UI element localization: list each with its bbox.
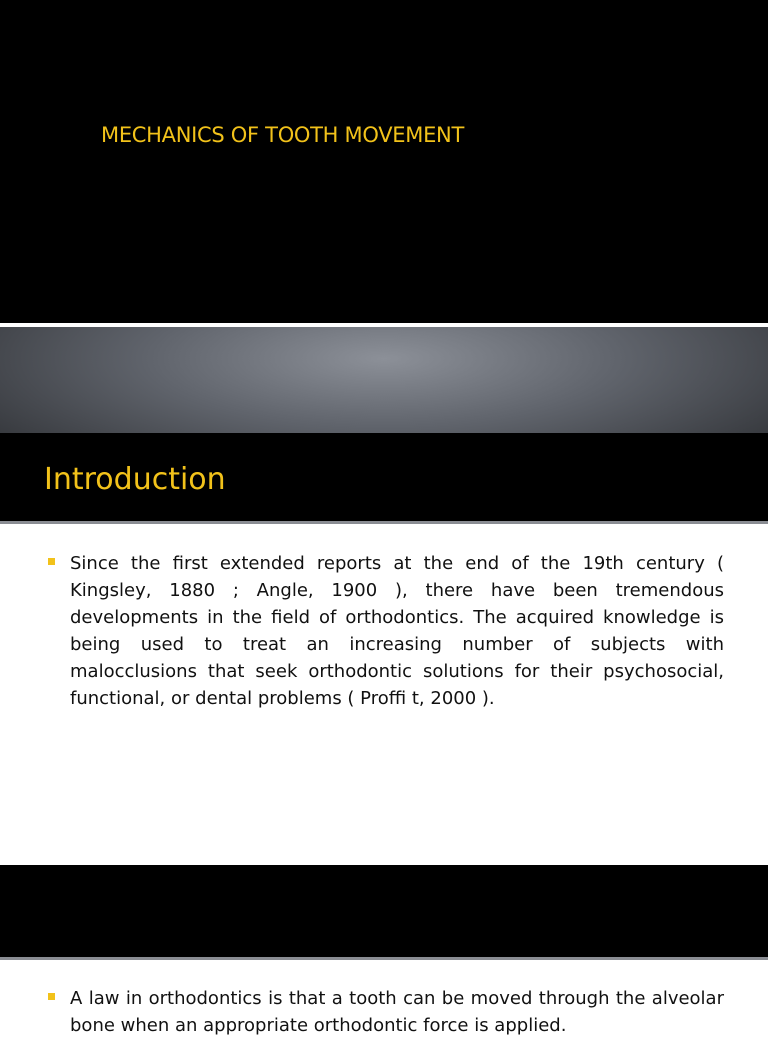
intro-header [0,433,768,521]
intro-slide [0,433,768,865]
title-slide [0,0,768,323]
bullet-text: A law in orthodontics is that a tooth can be moved through the alveolar bone when an appropriate orthodontic force is applied. [70,988,724,1036]
law-slide [0,865,768,1036]
bullet-square-icon [48,558,55,565]
bullet-text: Since the first extended reports at the end of the 19th century ( Kingsley, 1880 ; Angle, 1900 ), there have been tremendous developments in the field of orthodontics. The acquired knowledge is being used to treat an increasing number of subjects with malocclusions that seek orthodontic solutions for their psychosocial, functional, or dental problems ( Proffi t, 2000 ). [70,553,724,709]
slide-title: MECHANICS OF TOOTH MOVEMENT [101,123,464,147]
header-rule [0,957,768,960]
header-rule [0,521,768,524]
bullet-square-icon [48,993,55,1000]
intro-heading: Introduction [44,462,226,497]
title-gradient-band [0,327,768,433]
law-header [0,865,768,957]
